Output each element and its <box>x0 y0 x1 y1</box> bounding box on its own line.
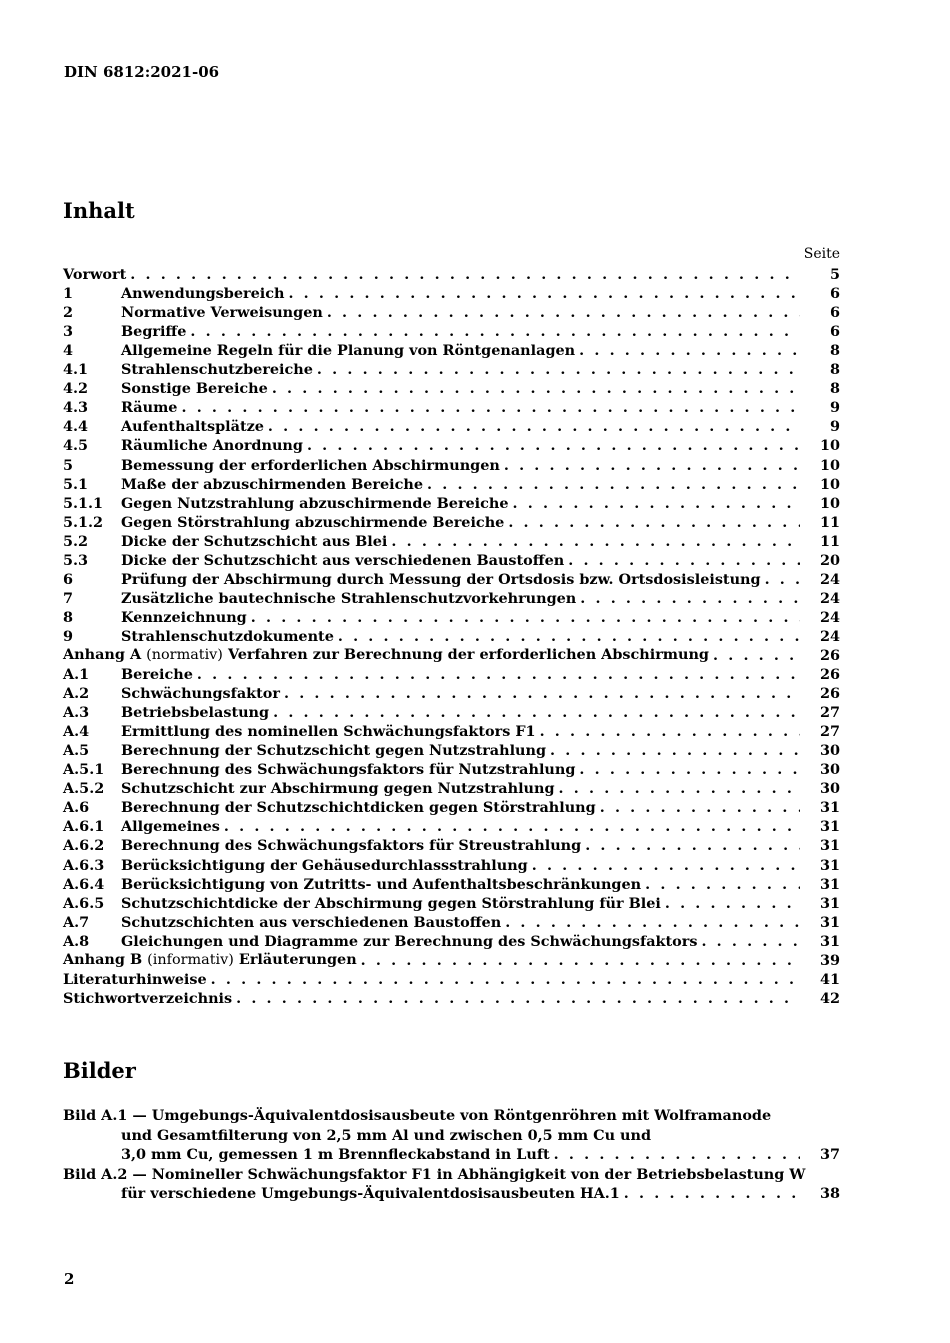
toc-entry-page: 24 <box>819 570 840 588</box>
leader-dots <box>268 417 800 436</box>
leader-dots <box>513 494 800 513</box>
toc-entry-page: 24 <box>819 627 840 645</box>
figure-a1-page: 37 <box>819 1146 840 1163</box>
toc-entry-title: Bereiche <box>121 666 193 684</box>
toc-entry-title: Schutzschichten aus verschiedenen Baustoffen <box>121 913 502 931</box>
leader-dots <box>272 379 800 398</box>
toc-entry-number: A.4 <box>63 723 90 741</box>
toc-entry-page: 41 <box>819 970 840 988</box>
toc-entry-page: 10 <box>819 494 840 512</box>
toc-entry-page: 31 <box>819 856 840 874</box>
toc-entry-note: (informativ) <box>147 951 234 968</box>
leader-dots <box>645 875 800 894</box>
toc-entry[interactable] <box>63 798 840 817</box>
toc-entry-number: A.6.1 <box>63 818 105 836</box>
toc-entry-page: 30 <box>819 761 840 779</box>
toc-entry-number: 3 <box>63 323 74 341</box>
leader-dots <box>130 265 800 284</box>
toc-entry-title: Prüfung der Abschirmung durch Messung der Ortsdosis bzw. Ortsdosisleistung <box>121 570 761 588</box>
toc-entry[interactable] <box>63 341 840 360</box>
toc-entry-number: A.6 <box>63 799 90 817</box>
toc-entry[interactable] <box>63 741 840 760</box>
toc-entry-page: 26 <box>819 646 840 664</box>
toc-entry-title: Schwächungsfaktor <box>121 685 280 703</box>
leader-dots <box>532 856 800 875</box>
toc-entry-title: Berechnung der Schutzschicht gegen Nutzstrahlung <box>121 742 547 760</box>
toc-entry-number: A.7 <box>63 913 90 931</box>
leader-dots <box>568 551 800 570</box>
toc-entry[interactable] <box>63 703 840 722</box>
toc-entry-title: Begriffe <box>121 323 187 341</box>
toc-entry[interactable] <box>63 570 840 589</box>
toc-heading: Inhalt <box>63 198 135 223</box>
leader-dots <box>251 608 800 627</box>
toc-entry-page: 42 <box>819 989 840 1007</box>
leader-dots <box>554 1145 800 1165</box>
toc-entry[interactable] <box>63 513 840 532</box>
toc-entry-title: Maße der abzuschirmenden Bereiche <box>121 475 423 493</box>
toc-entry-number: 4.3 <box>63 399 89 417</box>
toc-entry-title: Sonstige Bereiche <box>121 380 268 398</box>
leader-dots <box>550 741 800 760</box>
toc-entry-page: 31 <box>819 875 840 893</box>
toc-entry-number: 4.5 <box>63 437 89 455</box>
toc-entry[interactable] <box>63 608 840 627</box>
figure-a2-line1: Bild A.2 — Nomineller Schwächungsfaktor F1 in Abhängigkeit von der Betriebsbelastung W <box>63 1165 806 1183</box>
toc-entry-title: Normative Verweisungen <box>121 304 323 322</box>
figure-list <box>63 1106 840 1204</box>
leader-dots <box>361 951 800 970</box>
toc-entry-title: Gegen Störstrahlung abzuschirmende Bereiche <box>121 513 505 531</box>
toc-entry[interactable] <box>63 532 840 551</box>
toc-entry-page: 11 <box>819 532 840 550</box>
toc-entry-page: 11 <box>819 513 840 531</box>
toc-entry[interactable] <box>63 627 840 646</box>
leader-dots <box>713 646 800 665</box>
toc-entry-title: Stichwortverzeichnis <box>63 989 233 1007</box>
toc-entry[interactable] <box>63 398 840 417</box>
toc-entry-number: 4.1 <box>63 361 89 379</box>
toc-entry-page: 27 <box>819 723 840 741</box>
toc-entry-title: Literaturhinweise <box>63 970 207 988</box>
leader-dots <box>211 970 800 989</box>
figures-heading: Bilder <box>63 1058 136 1083</box>
toc-entry[interactable] <box>63 303 840 322</box>
leader-dots <box>504 456 800 475</box>
leader-dots <box>624 1184 800 1204</box>
toc-entry-title: Anwendungsbereich <box>121 285 285 303</box>
toc-entry-title: Betriebsbelastung <box>121 704 270 722</box>
toc-entry[interactable] <box>63 417 840 436</box>
toc-entry-title: Schutzschicht zur Abschirmung gegen Nutzstrahlung <box>121 780 555 798</box>
toc-entry-note: (normativ) <box>146 646 223 663</box>
toc-entry[interactable] <box>63 722 840 741</box>
toc-entry-title: Strahlenschutzdokumente <box>121 627 334 645</box>
toc-entry[interactable] <box>63 836 840 855</box>
toc-entry[interactable] <box>63 932 840 951</box>
toc-entry-title: Berücksichtigung der Gehäusedurchlassstrahlung <box>121 856 528 874</box>
leader-dots <box>181 398 800 417</box>
toc-entry-title: Anhang B (informativ) Erläuterungen <box>63 950 357 968</box>
toc-entry-title: Dicke der Schutzschicht aus Blei <box>121 532 388 550</box>
leader-dots <box>765 570 800 589</box>
page-column-label: Seite <box>803 246 840 262</box>
toc-entry[interactable] <box>63 894 840 913</box>
toc-entry-page: 5 <box>829 266 840 284</box>
toc-entry-title: Aufenthaltsplätze <box>121 418 264 436</box>
leader-dots <box>317 360 800 379</box>
toc-entry-page: 8 <box>829 380 840 398</box>
leader-dots <box>579 760 800 779</box>
toc-entry-title: Berücksichtigung von Zutritts- und Aufenthaltsbeschränkungen <box>121 875 642 893</box>
toc-entry[interactable] <box>63 379 840 398</box>
toc-entry-title: Berechnung der Schutzschichtdicken gegen Störstrahlung <box>121 799 596 817</box>
toc-entry-number: 5.2 <box>63 532 89 550</box>
toc-entry-page: 31 <box>819 932 840 950</box>
document-standard-id: DIN 6812:2021-06 <box>64 63 220 81</box>
toc-entry[interactable] <box>63 551 840 570</box>
figure-a1-line1: Bild A.1 — Umgebungs-Äquivalentdosisausbeute von Röntgenröhren mit Wolframanode <box>63 1107 772 1124</box>
toc-entry-page: 31 <box>819 799 840 817</box>
toc-entry[interactable] <box>63 779 840 798</box>
toc-entry-title: Räume <box>121 399 178 417</box>
toc-entry[interactable] <box>63 875 840 894</box>
toc-entry-page: 27 <box>819 704 840 722</box>
leader-dots <box>559 779 800 798</box>
toc-entry-title: Kennzeichnung <box>121 608 247 626</box>
toc-entry-number: 6 <box>63 570 74 588</box>
toc-entry-title: Räumliche Anordnung <box>121 437 303 455</box>
toc-entry-page: 26 <box>819 685 840 703</box>
toc-entry-page: 31 <box>819 818 840 836</box>
toc-entry-title: Vorwort <box>63 266 127 284</box>
leader-dots <box>580 589 800 608</box>
leader-dots <box>540 722 800 741</box>
toc-entry-number: A.8 <box>63 932 90 950</box>
toc-entry-number: 7 <box>63 589 74 607</box>
toc-entry[interactable] <box>63 265 840 284</box>
toc-entry-title: Berechnung des Schwächungsfaktors für Streustrahlung <box>121 837 582 855</box>
toc-entry-page: 30 <box>819 742 840 760</box>
toc-entry-page: 30 <box>819 780 840 798</box>
toc-entry-title: Allgemeine Regeln für die Planung von Röntgenanlagen <box>121 342 576 360</box>
toc-entry-number: A.1 <box>63 666 90 684</box>
toc-entry-page: 31 <box>819 837 840 855</box>
leader-dots <box>327 303 800 322</box>
toc-entry-title: Strahlenschutzbereiche <box>121 361 313 379</box>
toc-entry-page: 26 <box>819 666 840 684</box>
toc-entry-page: 8 <box>829 361 840 379</box>
toc-entry[interactable] <box>63 913 840 932</box>
leader-dots <box>338 627 800 646</box>
page-number: 2 <box>64 1270 75 1288</box>
toc-entry-number: A.3 <box>63 704 90 722</box>
toc-entry-number: 4.4 <box>63 418 89 436</box>
toc-entry[interactable] <box>63 970 840 989</box>
figure-a1-line3: 3,0 mm Cu, gemessen 1 m Brennfleckabstand in Luft <box>121 1146 550 1163</box>
toc-entry-number: 5 <box>63 456 74 474</box>
toc-entry-number: A.6.5 <box>63 894 105 912</box>
leader-dots <box>391 532 800 551</box>
toc-entry-number: 5.3 <box>63 551 89 569</box>
toc-entry-number: 4.2 <box>63 380 89 398</box>
leader-dots <box>600 798 800 817</box>
toc-entry-title: Gegen Nutzstrahlung abzuschirmende Bereiche <box>121 494 509 512</box>
toc-entry-page: 39 <box>819 951 840 969</box>
toc-entry[interactable] <box>63 284 840 303</box>
figure-a1-line2: und Gesamtfilterung von 2,5 mm Al und zwischen 0,5 mm Cu und <box>121 1126 652 1144</box>
toc-entry[interactable] <box>63 684 840 703</box>
toc-entry[interactable] <box>63 360 840 379</box>
toc-entry-title: Dicke der Schutzschicht aus verschiedenen Baustoffen <box>121 551 565 569</box>
leader-dots <box>701 932 800 951</box>
toc-entry[interactable] <box>63 951 840 970</box>
toc-entry[interactable] <box>63 475 840 494</box>
leader-dots <box>505 913 800 932</box>
leader-dots <box>585 836 800 855</box>
toc-entry-page: 9 <box>829 399 840 417</box>
toc-entry[interactable] <box>63 494 840 513</box>
toc-entry-title: Anhang A (normativ) Verfahren zur Berechnung der erforderlichen Abschirmung <box>63 645 709 663</box>
leader-dots <box>190 322 800 341</box>
toc-entry-page: 6 <box>829 304 840 322</box>
toc-entry-page: 6 <box>829 285 840 303</box>
toc-entry-number: 5.1.1 <box>63 494 104 512</box>
toc-entry-number: A.6.2 <box>63 837 105 855</box>
leader-dots <box>508 513 800 532</box>
toc-entry-number: 8 <box>63 608 74 626</box>
leader-dots <box>288 284 800 303</box>
toc-entry-title: Bemessung der erforderlichen Abschirmungen <box>121 456 500 474</box>
toc-entry-number: A.5.1 <box>63 761 105 779</box>
toc-entry-page: 10 <box>819 456 840 474</box>
toc-entry-page: 31 <box>819 894 840 912</box>
leader-dots <box>273 703 800 722</box>
toc-entry-page: 10 <box>819 475 840 493</box>
toc-entry[interactable] <box>63 817 840 836</box>
toc-entry-title: Berechnung des Schwächungsfaktors für Nutzstrahlung <box>121 761 576 779</box>
toc-entry-title: Zusätzliche bautechnische Strahlenschutzvorkehrungen <box>121 589 577 607</box>
toc-entry-page: 24 <box>819 608 840 626</box>
toc-entry-number: 1 <box>63 285 74 303</box>
leader-dots <box>197 665 800 684</box>
toc-entry-title: Gleichungen und Diagramme zur Berechnung des Schwächungsfaktors <box>121 932 698 950</box>
toc-entry-page: 20 <box>819 551 840 569</box>
toc-entry[interactable] <box>63 989 840 1008</box>
toc-entry-page: 24 <box>819 589 840 607</box>
toc-entry-page: 31 <box>819 913 840 931</box>
toc-entry-number: 4 <box>63 342 74 360</box>
toc-entry-page: 8 <box>829 342 840 360</box>
toc-entry-number: 5.1 <box>63 475 89 493</box>
leader-dots <box>284 684 800 703</box>
toc-entry-number: A.2 <box>63 685 90 703</box>
toc-entry-number: A.6.4 <box>63 875 105 893</box>
toc-entry-page: 10 <box>819 437 840 455</box>
toc-entry-title: Ermittlung des nominellen Schwächungsfaktors F1 <box>121 723 536 741</box>
figure-a2-line2: für verschiedene Umgebungs-Äquivalentdosisausbeuten HA.1 <box>121 1185 620 1202</box>
toc-entry[interactable] <box>63 760 840 779</box>
toc-entry[interactable] <box>63 855 840 874</box>
toc-entry-number: A.5 <box>63 742 90 760</box>
toc-entry-number: 9 <box>63 627 74 645</box>
toc-entry-number: A.5.2 <box>63 780 105 798</box>
leader-dots <box>579 341 800 360</box>
toc-entry-title: Allgemeines <box>121 818 220 836</box>
figure-a2-page: 38 <box>819 1185 840 1202</box>
toc-entry-page: 6 <box>829 323 840 341</box>
toc-entry-number: 2 <box>63 304 74 322</box>
toc-entry-page: 9 <box>829 418 840 436</box>
leader-dots <box>427 475 800 494</box>
toc-entry[interactable] <box>63 455 840 474</box>
table-of-contents <box>63 265 840 1008</box>
toc-entry[interactable] <box>63 589 840 608</box>
leader-dots <box>307 436 800 455</box>
toc-entry-title: Schutzschichtdicke der Abschirmung gegen Störstrahlung für Blei <box>121 894 661 912</box>
toc-entry[interactable] <box>63 665 840 684</box>
toc-entry-number: A.6.3 <box>63 856 105 874</box>
toc-entry-number: 5.1.2 <box>63 513 104 531</box>
leader-dots <box>224 817 800 836</box>
toc-entry[interactable] <box>63 436 840 455</box>
toc-entry[interactable] <box>63 646 840 665</box>
leader-dots <box>236 989 800 1008</box>
toc-entry[interactable] <box>63 322 840 341</box>
leader-dots <box>665 894 800 913</box>
